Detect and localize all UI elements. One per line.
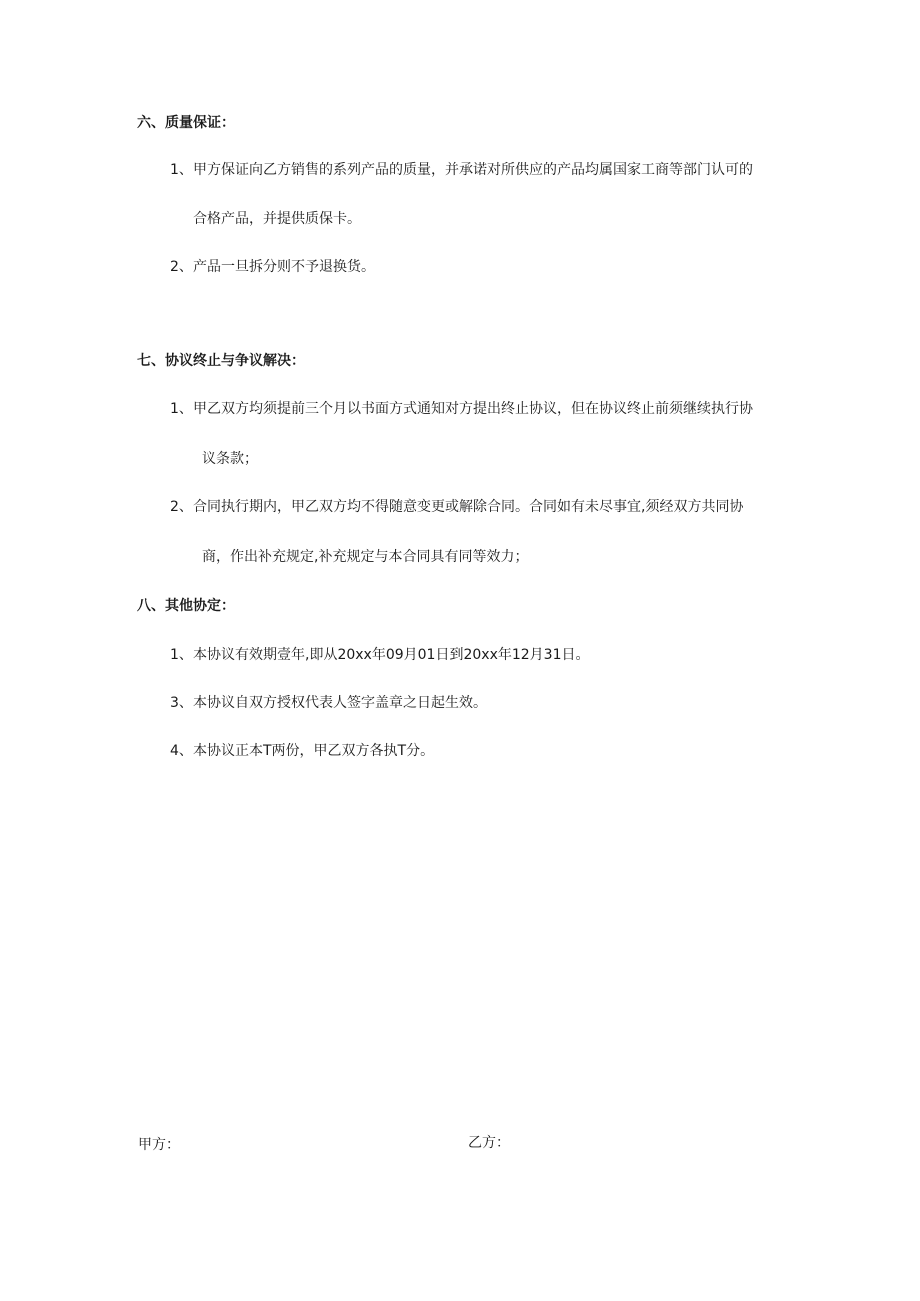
- list-item-number: 1、: [170, 401, 193, 417]
- list-item-text: 合同执行期内，甲乙双方均不得随意变更或解除合同。合同如有未尽事宜,须经双方共同协: [193, 499, 744, 515]
- section-heading-other: 八、其他协定：: [137, 598, 235, 614]
- list-item-text: 甲乙双方均须提前三个月以书面方式通知对方提出终止协议，但在协议终止前须继续执行协: [193, 401, 753, 417]
- list-item-text: 甲方保证向乙方销售的系列产品的质量，并承诺对所供应的产品均属国家工商等部门认可的: [193, 162, 753, 178]
- list-item-number: 4、: [170, 743, 193, 759]
- list-item-number: 3、: [170, 695, 193, 711]
- list-item-text: 本协议正本T两份，甲乙双方各执T分。: [193, 743, 435, 759]
- signature-party-a-label: 甲方：: [138, 1137, 180, 1153]
- list-item-text: 产品一旦拆分则不予退换货。: [193, 259, 375, 275]
- list-item-number: 2、: [170, 259, 193, 275]
- section-heading-termination: 七、协议终止与争议解决：: [137, 353, 305, 369]
- list-item-text: 本协议有效期壹年,即从20xx年09月01日到20xx年12月31日。: [193, 647, 590, 663]
- list-item-text-continued: 议条款；: [202, 451, 258, 467]
- list-item-text-continued: 合格产品，并提供质保卡。: [193, 211, 361, 227]
- list-item-number: 1、: [170, 162, 193, 178]
- list-item-number: 2、: [170, 499, 193, 515]
- section-heading-quality: 六、质量保证：: [137, 115, 235, 131]
- list-item-text: 本协议自双方授权代表人签字盖章之日起生效。: [193, 695, 487, 711]
- signature-party-b-label: 乙方：: [468, 1135, 510, 1151]
- list-item-text-continued: 商，作出补充规定,补充规定与本合同具有同等效力；: [202, 549, 529, 565]
- list-item-number: 1、: [170, 647, 193, 663]
